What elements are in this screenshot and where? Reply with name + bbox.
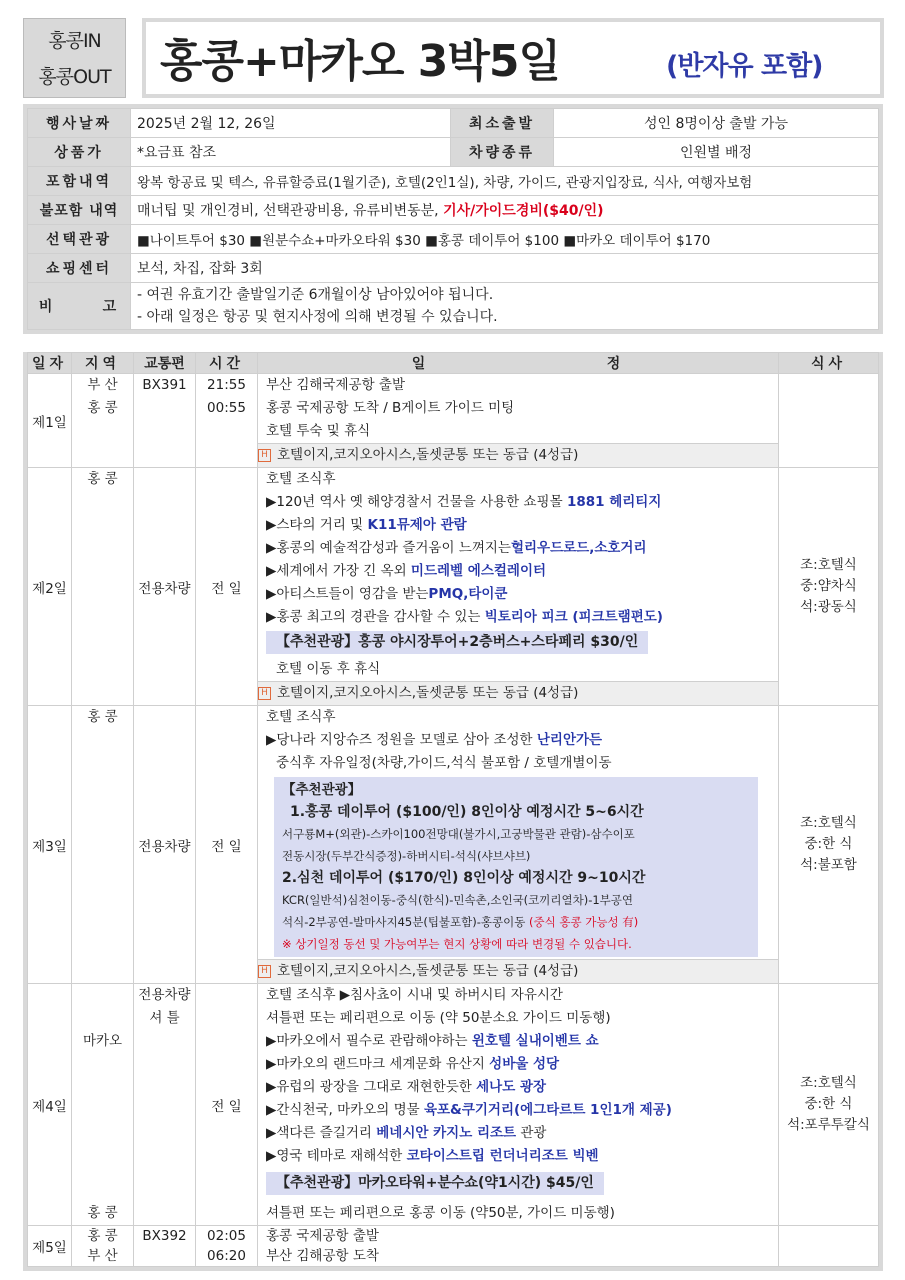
note-line-2: - 아래 일정은 항공 및 현지사정에 의해 변경될 수 있습니다. — [137, 309, 498, 325]
day4-line2: 셔틀편 또는 페리편으로 이동 (약 50분소요 가이드 미동행) — [266, 1010, 611, 1026]
day2-line2 — [266, 491, 778, 514]
day1-flight — [134, 374, 196, 468]
day3-meal3: 석:불포함 — [800, 857, 857, 873]
col-schedule: 일 정 — [258, 353, 779, 374]
day3-hotel — [258, 959, 778, 983]
day1-label: 제1일 — [28, 374, 72, 468]
day4-line7b: 베네시안 카지노 리조트 — [376, 1125, 517, 1141]
day2-hotel-text: 호텔이지,코지오아시스,돌셋쿤통 또는 동급 (4성급) — [277, 685, 579, 701]
hotel-icon: H — [258, 687, 271, 700]
day4-line4 — [266, 1053, 778, 1076]
day1-time1: 21:55 — [207, 377, 246, 393]
day3-line3: 중식후 자유일정(차량,가이드,석식 불포함 / 호텔개별이동 — [276, 755, 612, 771]
day4-line3b: 윈호텔 실내이벤트 쇼 — [471, 1033, 599, 1049]
document-frame — [23, 18, 883, 1264]
day4-line8 — [266, 1145, 778, 1168]
excl-label: 불포함 내역 — [28, 196, 131, 225]
day1-line3: 호텔 투숙 및 휴식 — [266, 423, 371, 439]
day1-meal — [779, 374, 879, 468]
day4-transport — [134, 984, 196, 1226]
vehicle-label: 차량종류 — [451, 138, 554, 167]
day2-itinerary — [258, 468, 779, 706]
day3-rec1a: 서구룡M+(외관)-스카이100전망대(불가시,고궁박물관 관람)-삼수이포 — [282, 827, 635, 841]
day4-line4a: ▶마카오의 랜드마크 세계문화 유산지 — [266, 1056, 490, 1072]
day5-region1: 홍 콩 — [87, 1228, 118, 1244]
day3-rec2b-line — [282, 911, 750, 933]
day1-region2: 홍 콩 — [87, 400, 118, 416]
day2-rec-wrap — [266, 629, 778, 658]
day5-flight — [134, 1226, 196, 1267]
day4-transport2: 셔 틀 — [149, 1010, 180, 1026]
day3-hotel-text: 호텔이지,코지오아시스,돌셋쿤통 또는 동급 (4성급) — [277, 963, 579, 979]
day1-time2: 00:55 — [207, 400, 246, 416]
day3-rec2b: 석식-2부공연-발마사지45분(팁불포함)-홍콩이동 — [282, 915, 529, 929]
day2-line8: 호텔 이동 후 휴식 — [276, 661, 381, 677]
day2-row — [28, 468, 879, 706]
day2-line7a: ▶홍콩 최고의 경관을 감사할 수 있는 — [266, 609, 485, 625]
day2-line4a: ▶홍콩의 예술적감성과 즐거움이 느껴지는 — [266, 540, 511, 556]
excl-red: 기사/가이드경비($40/인) — [443, 203, 604, 219]
in-out-tag — [23, 18, 126, 98]
day5-label: 제5일 — [28, 1226, 72, 1267]
day5-line1: 홍콩 국제공항 출발 — [266, 1228, 379, 1244]
day5-itinerary — [258, 1226, 779, 1267]
day5-row — [28, 1226, 879, 1267]
col-meal: 식사 — [779, 353, 879, 374]
day5-meal — [779, 1226, 879, 1267]
col-transport: 교통편 — [134, 353, 196, 374]
day3-rec-note: ※ 상기일정 동선 및 가능여부는 현지 상황에 따라 변경될 수 있습니다. — [282, 937, 632, 951]
day3-rec1: 1.홍콩 데이투어 ($100/인) 8인이상 예정시간 5~6시간 — [290, 804, 644, 820]
day2-line4b: 헐리우드로드,소호거리 — [510, 540, 647, 556]
day2-line6 — [266, 583, 778, 606]
day3-time: 전 일 — [196, 706, 258, 984]
day3-itinerary — [258, 706, 779, 984]
day3-meal1: 조:호텔식 — [800, 815, 857, 831]
day5-region2: 부 산 — [87, 1248, 118, 1264]
tag-out: 홍콩OUT — [38, 66, 111, 88]
tag-in: 홍콩IN — [48, 30, 101, 52]
price-value: *요금표 참조 — [131, 138, 451, 167]
date-value: 2025년 2월 12, 26일 — [131, 109, 451, 138]
day4-line6 — [266, 1099, 778, 1122]
day4-region2: 홍 콩 — [87, 1205, 118, 1221]
excl-value: 매너팁 및 개인경비, 선택관광비용, 유류비변동분, — [137, 203, 444, 219]
day4-meal1: 조:호텔식 — [800, 1075, 857, 1091]
day2-transport: 전용차량 — [134, 468, 196, 706]
note-label: 비 고 — [28, 283, 131, 330]
min-label: 최소출발 — [451, 109, 554, 138]
incl-label: 포함내역 — [28, 167, 131, 196]
col-time: 시간 — [196, 353, 258, 374]
day4-line5b: 세나도 광장 — [476, 1079, 547, 1095]
day4-line4b: 성바울 성당 — [489, 1056, 560, 1072]
day4-meal2: 중:한 식 — [804, 1096, 853, 1112]
day2-meal2: 중:얌차식 — [800, 578, 857, 594]
page-title: 홍콩+마카오 3박5일 — [160, 36, 560, 87]
day2-line4 — [266, 537, 778, 560]
shop-label: 쇼핑센터 — [28, 254, 131, 283]
day4-line1: 호텔 조식후 ▶침사쵸이 시내 및 하버시티 자유시간 — [266, 987, 563, 1003]
day4-line3 — [266, 1030, 778, 1053]
day4-row — [28, 984, 879, 1226]
day3-recommend-box — [274, 777, 758, 957]
day2-time: 전 일 — [196, 468, 258, 706]
day4-line7 — [266, 1122, 778, 1145]
day2-line7b: 빅토리아 피크 (피크트램편도) — [484, 609, 663, 625]
day4-line5a: ▶유럽의 광장을 그대로 재현한듯한 — [266, 1079, 477, 1095]
day4-time: 전 일 — [196, 984, 258, 1226]
col-region: 지역 — [72, 353, 134, 374]
day1-region — [72, 374, 134, 468]
day4-line7c: 관광 — [516, 1125, 547, 1141]
day4-region1: 마카오 — [82, 1033, 123, 1049]
day1-row — [28, 374, 879, 468]
day1-region1: 부 산 — [87, 377, 118, 393]
date-label: 행사날짜 — [28, 109, 131, 138]
day4-line6a: ▶간식천국, 마카오의 명물 — [266, 1102, 424, 1118]
note-line-1: - 여권 유효기간 출발일기준 6개월이상 남아있어야 됩니다. — [137, 287, 494, 303]
incl-value: 왕복 항공료 및 텍스, 유류할증료(1월기준), 호텔(2인1실), 차량, 가이드, 관광지입장료, 식사, 여행자보험 — [131, 167, 879, 196]
title-box — [142, 18, 884, 98]
day3-region-text: 홍 콩 — [87, 709, 118, 725]
day3-line1: 호텔 조식후 — [266, 709, 336, 725]
day5-time1: 02:05 — [207, 1228, 246, 1244]
day2-line7 — [266, 606, 778, 629]
day4-itinerary — [258, 984, 779, 1226]
day1-time — [196, 374, 258, 468]
day3-meal2: 중:한 식 — [804, 836, 853, 852]
day4-recommend: 【추천관광】마카오타워+분수쇼(약1시간) $45/인 — [266, 1172, 604, 1195]
day2-line2a: ▶120년 역사 옛 해양경찰서 건물을 사용한 쇼핑몰 — [266, 494, 567, 510]
opt-label: 선택관광 — [28, 225, 131, 254]
day2-line3 — [266, 514, 778, 537]
day3-rec2: 2.심천 데이투어 ($170/인) 8인이상 예정시간 9~10시간 — [282, 870, 646, 886]
day2-meal — [779, 468, 879, 706]
day2-region-text: 홍 콩 — [87, 471, 118, 487]
day2-line5b: 미드레벨 에스컬레이터 — [410, 563, 547, 579]
day1-line2: 홍콩 국제공항 도착 / B게이트 가이드 미팅 — [266, 400, 515, 416]
day4-label: 제4일 — [28, 984, 72, 1226]
day4-line9: 셔틀편 또는 페리편으로 홍콩 이동 (약50분, 가이드 미동행) — [266, 1205, 615, 1221]
day2-line6b: PMQ,타이쿤 — [428, 586, 508, 602]
day3-line2 — [266, 729, 778, 752]
page-subtitle: (반자유 포함) — [666, 51, 823, 82]
col-day: 일자 — [28, 353, 72, 374]
day4-line6b: 육포&쿠기거리(에그타르트 1인1개 제공) — [423, 1102, 672, 1118]
day1-hotel — [258, 443, 778, 467]
day3-rec2a: KCR(일반석)심천이동-중식(한식)-민속촌,소인국(코끼리열차)-1부공연 — [282, 893, 633, 907]
day2-line3b: K11뮤제아 관람 — [367, 517, 467, 533]
hotel-icon: H — [258, 449, 271, 462]
day3-row — [28, 706, 879, 984]
day2-meal1: 조:호텔식 — [800, 557, 857, 573]
day4-line3a: ▶마카오에서 필수로 관람해야하는 — [266, 1033, 472, 1049]
day5-flight-no: BX392 — [142, 1228, 187, 1244]
day2-line6a: ▶아티스트들이 영감을 받는 — [266, 586, 429, 602]
day4-line8a: ▶영국 테마로 재해석한 — [266, 1148, 407, 1164]
day1-line1: 부산 김해국제공항 출발 — [266, 377, 405, 393]
info-table — [23, 104, 883, 334]
day3-label: 제3일 — [28, 706, 72, 984]
note-cell — [131, 283, 879, 330]
day2-hotel — [258, 681, 778, 705]
day5-region — [72, 1226, 134, 1267]
day3-line2b: 난리안가든 — [536, 732, 603, 748]
day4-line7a: ▶색다른 즐길거리 — [266, 1125, 377, 1141]
day4-rec-wrap — [266, 1168, 778, 1202]
day1-hotel-text: 호텔이지,코지오아시스,돌셋쿤통 또는 동급 (4성급) — [277, 447, 579, 463]
day2-region — [72, 468, 134, 706]
day3-rec-title: 【추천관광】 — [282, 782, 362, 798]
shop-value: 보석, 차집, 잡화 3회 — [131, 254, 879, 283]
opt-value: ■나이트투어 $30 ■원분수쇼+마카오타워 $30 ■홍콩 데이투어 $100 ■마카오 데이투어 $170 — [131, 225, 879, 254]
vehicle-value: 인원별 배정 — [554, 138, 879, 167]
day3-rec2c: (중식 홍콩 가능성 有) — [529, 915, 639, 929]
day2-meal3: 석:광동식 — [800, 599, 857, 615]
day4-line8b: 코타이스트립 런더너리조트 빅벤 — [406, 1148, 599, 1164]
day2-recommend: 【추천관광】홍콩 야시장투어+2층버스+스타페리 $30/인 — [266, 631, 648, 654]
day3-rec1b: 전동시장(두부간식증정)-하버시티-석식(샤브샤브) — [282, 849, 531, 863]
day2-line5a: ▶세계에서 가장 긴 옥외 — [266, 563, 411, 579]
hotel-icon: H — [258, 965, 271, 978]
schedule-table — [23, 352, 883, 1271]
day2-line3a: ▶스타의 거리 및 — [266, 517, 368, 533]
day3-region — [72, 706, 134, 984]
day2-line2b: 1881 헤리티지 — [566, 494, 662, 510]
day4-meal3: 석:포루투칼식 — [787, 1117, 870, 1133]
day5-time2: 06:20 — [207, 1248, 246, 1264]
day2-line5 — [266, 560, 778, 583]
day4-line5 — [266, 1076, 778, 1099]
day3-meal — [779, 706, 879, 984]
day1-itinerary — [258, 374, 779, 468]
day2-label: 제2일 — [28, 468, 72, 706]
price-label: 상품가 — [28, 138, 131, 167]
excl-cell — [131, 196, 879, 225]
day1-flight-no: BX391 — [142, 377, 187, 393]
day5-time — [196, 1226, 258, 1267]
day4-transport1: 전용차량 — [138, 987, 191, 1003]
day4-meal — [779, 984, 879, 1226]
day3-transport: 전용차량 — [134, 706, 196, 984]
min-value: 성인 8명이상 출발 가능 — [554, 109, 879, 138]
day2-line1: 호텔 조식후 — [266, 471, 336, 487]
day4-region — [72, 984, 134, 1226]
day5-line2: 부산 김해공항 도착 — [266, 1248, 379, 1264]
day3-line2a: ▶당나라 지앙슈즈 정원을 모델로 삼아 조성한 — [266, 732, 537, 748]
